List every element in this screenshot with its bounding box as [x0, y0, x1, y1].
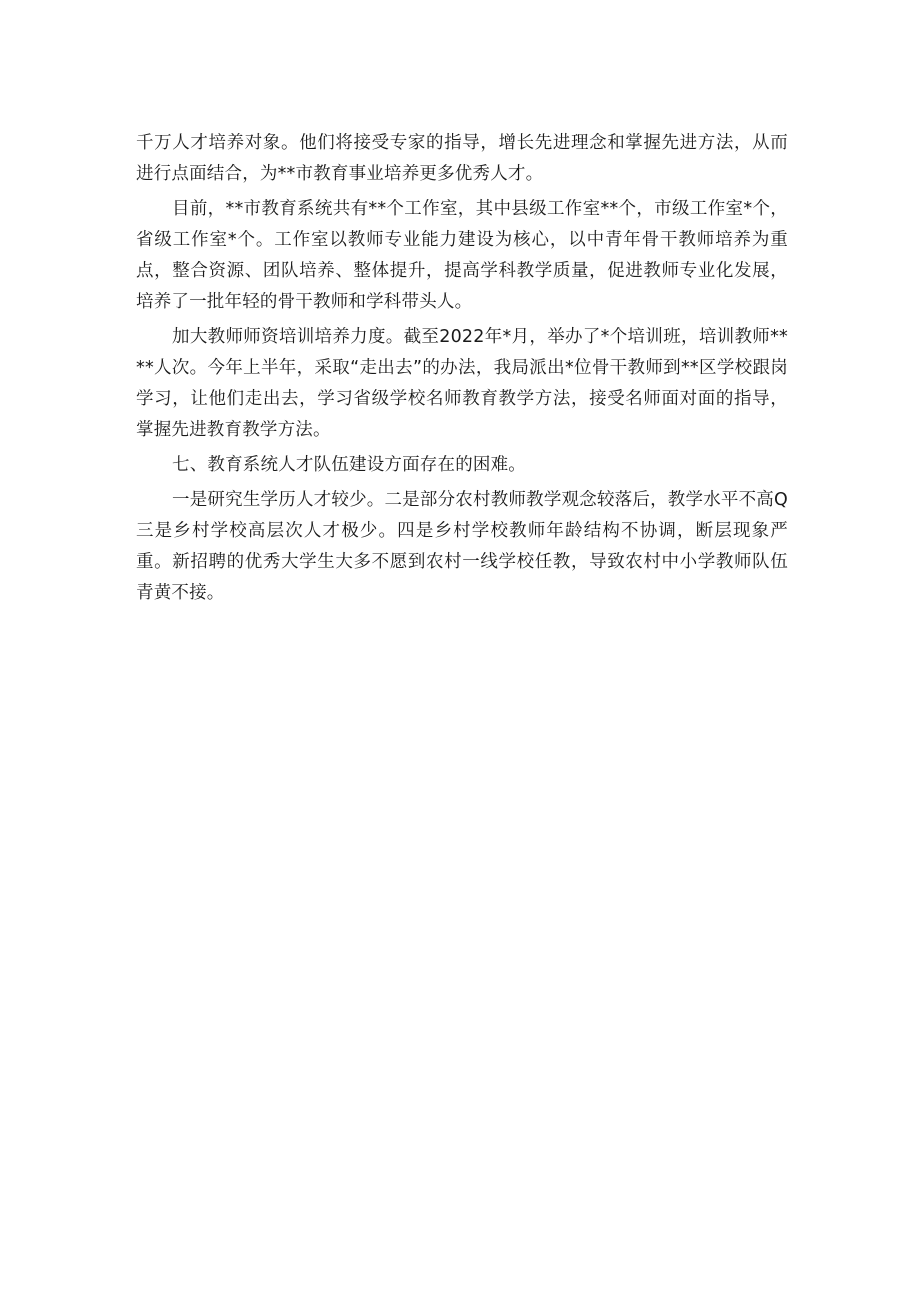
- document-body: [136, 128, 788, 613]
- paragraph-continued: 千万人才培养对象。他们将接受专家的指导，增长先进理念和掌握先进方法，从而进行点面结合，为**市教育事业培养更多优秀人才。: [136, 133, 788, 184]
- paragraph-difficulties: 一是研究生学历人才较少。二是部分农村教师教学观念较落后，教学水平不高Q三是乡村学校高层次人才极少。四是乡村学校教师年龄结构不协调，断层现象严重。新招聘的优秀大学生大多不愿到农村一线学校任教，导致农村中小学教师队伍青黄不接。: [136, 490, 788, 603]
- section-heading-difficulties: 七、教育系统人才队伍建设方面存在的困难。: [172, 455, 526, 475]
- paragraph-training: 加大教师师资培训培养力度。截至2022年*月，举办了*个培训班，培训教师****人次。今年上半年，采取“走出去”的办法，我局派出*位骨干教师到**区学校跟岗学习，让他们走出去，学习省级学校名师教育教学方法，接受名师面对面的指导，掌握先进教育教学方法。: [136, 327, 788, 440]
- paragraph-studios: 目前，**市教育系统共有**个工作室，其中县级工作室**个，市级工作室*个，省级工作室*个。工作室以教师专业能力建设为核心，以中青年骨干教师培养为重点，整合资源、团队培养、整体提升，提高学科教学质量，促进教师专业化发展，培养了一批年轻的骨干教师和学科带头人。: [136, 199, 788, 312]
